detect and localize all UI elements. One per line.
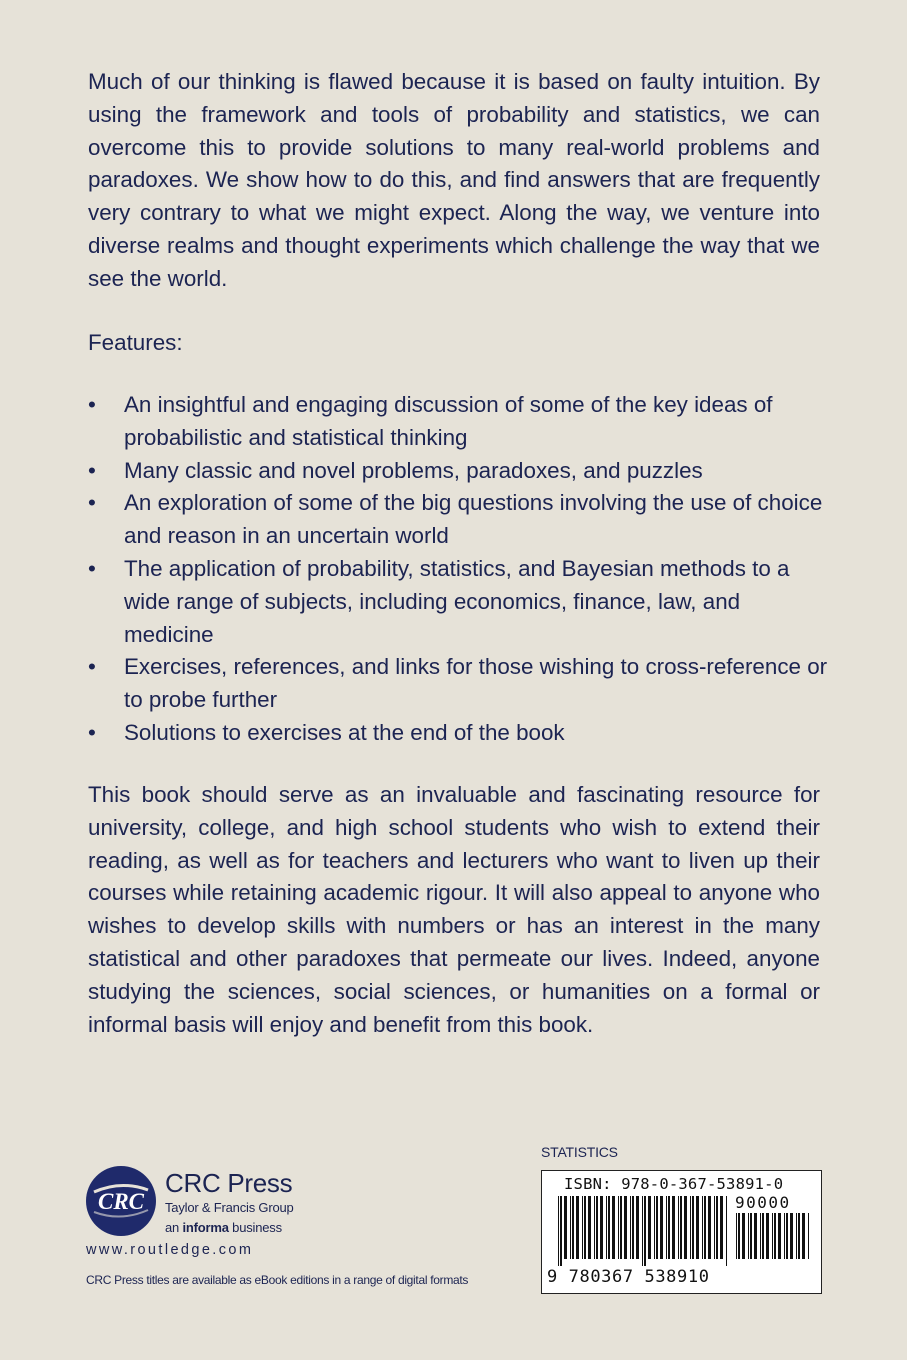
closing-paragraph: This book should serve as an invaluable and fascinating resource for university, college, and high school students who wish to extend their reading, as well as for teachers and lecturers who want to liven up their courses while retaining academic rigour. It will also appeal to anyone who wishes to develop skills with numbers or has an interest in the many statistical and other paradoxes that permeate our lives. Indeed, anyone studying the sciences, social sciences, or humanities on a formal or informal basis will enjoy and benefit from this book. (88, 782, 820, 1037)
isbn-label: ISBN: 978-0-367-53891-0 (564, 1175, 784, 1193)
feature-item (88, 487, 828, 553)
features-list (88, 389, 828, 750)
addon-number: 90000 (735, 1193, 791, 1212)
feature-text: The application of probability, statistics, and Bayesian methods to a wide range of subjects, including economics, finance, law, and medicine (124, 555, 790, 647)
logo-text: CRC (97, 1189, 145, 1214)
addon-barcode-icon (736, 1213, 812, 1266)
feature-text: Many classic and novel problems, paradoxes, and puzzles (124, 457, 703, 483)
tagline-prefix: an (165, 1220, 183, 1235)
feature-item (88, 651, 828, 717)
barcode-box (541, 1170, 822, 1294)
feature-text: Solutions to exercises at the end of the book (124, 719, 565, 745)
ebook-note: CRC Press titles are available as eBook editions in a range of digital formats (86, 1273, 469, 1287)
publisher-tagline (165, 1220, 282, 1236)
ean-number: 9 780367 538910 (547, 1267, 710, 1287)
tagline-suffix: business (228, 1220, 282, 1235)
feature-text: An insightful and engaging discussion of some of the key ideas of probabilistic and statistical thinking (124, 392, 773, 450)
feature-item (88, 455, 828, 488)
bullet-icon: • (88, 719, 96, 745)
feature-item (88, 389, 828, 455)
feature-item (88, 553, 828, 651)
features-heading: Features: (88, 330, 183, 355)
feature-item (88, 717, 828, 750)
feature-text: An exploration of some of the big questions involving the use of choice and reason in an uncertain world (124, 490, 823, 549)
bullet-icon: • (88, 457, 96, 483)
tagline-bold: informa (182, 1220, 229, 1235)
publisher-group: Taylor & Francis Group (165, 1200, 294, 1215)
website-link[interactable]: www.routledge.com (86, 1242, 254, 1258)
bullet-icon: • (88, 555, 96, 581)
bullet-icon: • (88, 654, 96, 680)
category-label: STATISTICS (541, 1144, 618, 1160)
intro-paragraph: Much of our thinking is flawed because it is based on faulty intuition. By using the framework and tools of probability and statistics, we can overcome this to provide solutions to many real-world problems and paradoxes. We show how to do this, and find answers that are frequently very contrary to what we might expect. Along the way, we venture into diverse realms and thought experiments which challenge the way that we see the world. (88, 69, 820, 291)
publisher-name: CRC Press (165, 1168, 293, 1198)
bullet-icon: • (88, 490, 96, 516)
ean-barcode-icon (558, 1196, 730, 1266)
bullet-icon: • (88, 392, 96, 417)
crc-logo-icon (86, 1166, 156, 1236)
feature-text: Exercises, references, and links for those wishing to cross-reference or to probe further (124, 654, 828, 713)
